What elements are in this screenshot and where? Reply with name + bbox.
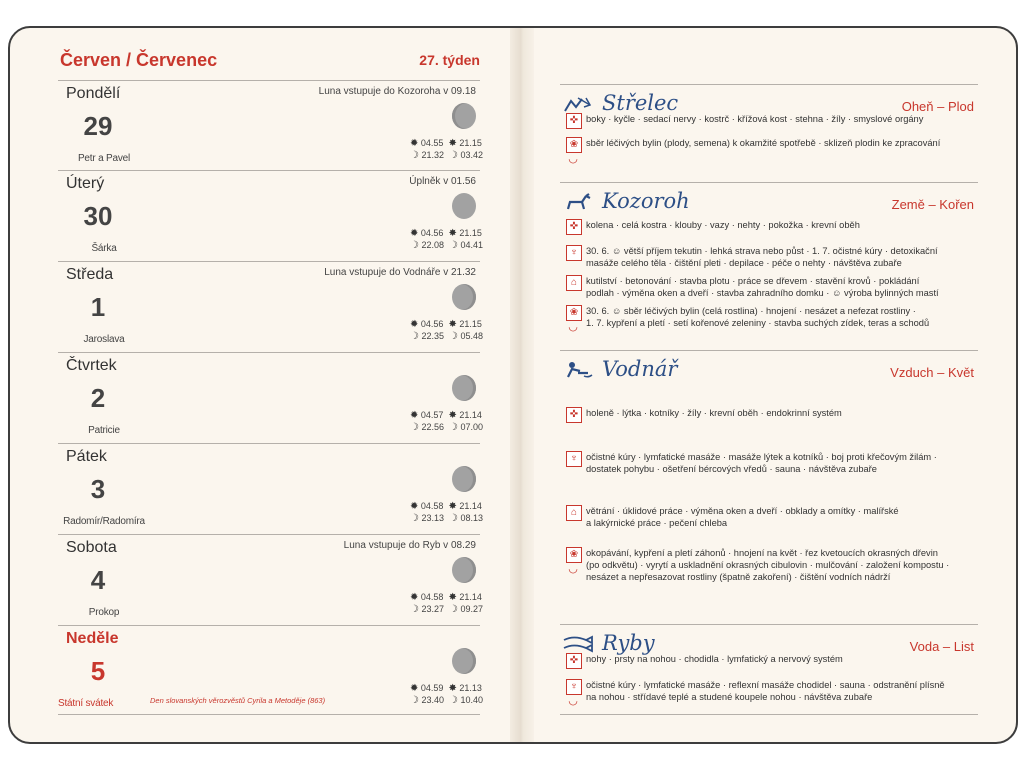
sunrise-time: 04.57: [420, 410, 444, 420]
moonrise-time: 21.32: [421, 150, 445, 160]
day-number: 3: [90, 474, 106, 504]
moon-times: [410, 604, 483, 615]
moonset-icon: ☽: [449, 513, 458, 524]
left-page: [10, 28, 510, 742]
sunset-time: 21.15: [459, 138, 482, 148]
sun-times: [410, 592, 482, 603]
moon-phase-icon: [452, 284, 476, 310]
body-icon: ✜: [566, 219, 582, 235]
moon-phase-icon: [452, 103, 476, 129]
sunrise-time: 04.55: [420, 138, 444, 148]
moonset-time: 05.48: [460, 331, 484, 341]
zodiac-element: Oheň – Plod: [901, 99, 974, 114]
sunset-icon: ✸: [448, 138, 457, 149]
sunrise-time: 04.58: [420, 592, 444, 602]
moon-times: [410, 150, 483, 161]
zodiac-name: Ryby: [602, 631, 655, 655]
page-header: [60, 50, 480, 74]
moonrise-time: 22.08: [421, 240, 445, 250]
moon-smile-icon: ◡: [568, 153, 578, 165]
divider: [560, 714, 978, 715]
planner-spread: [8, 26, 1018, 744]
sunrise-icon: ✹: [410, 228, 419, 239]
moon-smile-icon: ◡: [568, 321, 578, 333]
sunset-icon: ✸: [448, 683, 457, 694]
moon-times: [410, 331, 483, 342]
moonrise-time: 23.13: [421, 513, 445, 523]
row-line: očistné kúry · lymfatické masáže · masáže lýtek a kotníků · boj proti křečovým žilám ·: [586, 452, 937, 462]
sunset-time: 21.15: [459, 228, 482, 238]
sunrise-icon: ✹: [410, 410, 419, 421]
day-block: [58, 352, 484, 443]
month-title: Červen / Červenec: [60, 50, 218, 70]
moon-phase-icon: [452, 648, 476, 674]
moonset-time: 03.42: [460, 150, 484, 160]
day-number: 1: [90, 292, 106, 322]
sunset-time: 21.14: [459, 501, 482, 511]
sunset-icon: ✸: [448, 410, 457, 421]
moonset-time: 08.13: [460, 513, 484, 523]
moon-phase-icon: [452, 193, 476, 219]
day-block: [58, 625, 484, 716]
week-number: 27. týden: [419, 52, 480, 68]
zodiac-name: Vodnář: [602, 357, 678, 381]
health-icon: ♆: [566, 679, 582, 695]
name-day: Státní svátek: [58, 698, 114, 709]
moonset-time: 09.27: [460, 604, 484, 614]
health-icon: ♆: [566, 245, 582, 261]
moon-smile-icon: ◡: [568, 563, 578, 575]
day-block: [58, 534, 484, 625]
plant-icon: ❀: [566, 137, 582, 153]
name-day: Radomír/Radomíra: [63, 516, 145, 527]
house-icon: ⌂: [566, 275, 582, 291]
health-icon: ♆: [566, 451, 582, 467]
row-line: 30. 6. ☺ sběr léčivých bylin (celá rostlina) · hnojení · nesázet a nefezat rostliny ·: [586, 306, 916, 316]
zodiac-name: Kozoroh: [602, 189, 690, 213]
day-block: [58, 261, 484, 352]
name-day: Prokop: [88, 607, 120, 618]
sunset-time: 21.14: [459, 592, 482, 602]
sunrise-icon: ✹: [410, 138, 419, 149]
moon-phase-icon: [452, 466, 476, 492]
moonset-time: 10.40: [460, 695, 484, 705]
sunrise-time: 04.56: [420, 228, 444, 238]
zodiac-section: [560, 350, 978, 582]
sunrise-icon: ✹: [410, 501, 419, 512]
day-number: 2: [90, 383, 106, 413]
moonrise-icon: ☽: [410, 240, 419, 251]
plant-icon: ❀: [566, 547, 582, 563]
day-name: Sobota: [66, 539, 117, 556]
zodiac-section: [560, 84, 978, 165]
moon-phase-icon: [452, 557, 476, 583]
moonset-icon: ☽: [449, 695, 458, 706]
advice-text: [586, 113, 923, 125]
page-gutter: [510, 28, 534, 742]
row-line: nohy · prsty na nohou · chodidla · lymfatický a nervový systém: [586, 654, 843, 664]
sunset-icon: ✸: [448, 228, 457, 239]
moonrise-icon: ☽: [410, 150, 419, 161]
archer-icon: [562, 95, 594, 113]
goat-icon: [562, 193, 594, 211]
sunrise-time: 04.56: [420, 319, 444, 329]
name-day: Petr a Pavel: [77, 153, 131, 164]
right-page: [534, 28, 1016, 742]
moon-times: [410, 240, 483, 251]
day-number: 30: [83, 201, 113, 231]
sunrise-icon: ✹: [410, 319, 419, 330]
sunrise-icon: ✹: [410, 592, 419, 603]
advice-text: [586, 245, 938, 269]
zodiac-element: Voda – List: [909, 639, 974, 654]
moonrise-time: 22.35: [421, 331, 445, 341]
moon-note: Luna vstupuje do Ryb v 08.29: [343, 540, 476, 551]
moonset-icon: ☽: [449, 331, 458, 342]
moon-phase-icon: [452, 375, 476, 401]
row-line: holeně · lýtka · kotníky · žíly · krevní oběh · endokrinní systém: [586, 408, 842, 418]
row-line: podlah · výměna oken a dveří · stavba zahradního domku · ☺ výroba bylinných mastí: [586, 288, 939, 298]
holiday-note: Den slovanských věrozvěstů Cyrila a Metoděje (863): [150, 696, 326, 705]
advice-text: [586, 451, 937, 475]
body-icon: ✜: [566, 653, 582, 669]
row-line: 30. 6. ☺ větší příjem tekutin · lehká strava nebo půst · 1. 7. očistné kúry · detoxikační: [586, 246, 938, 256]
sun-times: [410, 410, 482, 421]
advice-text: [586, 305, 929, 329]
divider: [58, 714, 480, 715]
fish-icon: [562, 635, 594, 653]
moon-times: [410, 513, 483, 524]
moon-times: [410, 695, 483, 706]
advice-text: [586, 407, 842, 419]
day-block: [58, 443, 484, 534]
sun-times: [410, 138, 482, 149]
day-name: Pátek: [66, 448, 107, 465]
moon-times: [410, 422, 483, 433]
zodiac-element: Vzduch – Květ: [890, 365, 974, 380]
advice-text: [586, 137, 940, 149]
sun-times: [410, 501, 482, 512]
row-line: okopávání, kypření a pletí záhonů · hnojení na květ · řez kvetoucích okrasných dřevin: [586, 548, 938, 558]
row-line: očistné kúry · lymfatické masáže · reflexní masáže chodidel · sauna · odstranění plísně: [586, 680, 945, 690]
row-line: a lakýrnické práce · pečení chleba: [586, 518, 728, 528]
sunrise-time: 04.59: [420, 683, 444, 693]
sunrise-icon: ✹: [410, 683, 419, 694]
sunset-icon: ✸: [448, 501, 457, 512]
sunset-time: 21.15: [459, 319, 482, 329]
day-name: Čtvrtek: [66, 357, 117, 374]
moon-note: Luna vstupuje do Kozoroha v 09.18: [318, 86, 476, 97]
moonrise-icon: ☽: [410, 331, 419, 342]
sunrise-time: 04.58: [420, 501, 444, 511]
advice-text: [586, 275, 939, 299]
moonrise-time: 23.27: [421, 604, 445, 614]
advice-text: [586, 547, 949, 583]
day-name: Středa: [66, 266, 114, 283]
sunset-icon: ✸: [448, 319, 457, 330]
zodiac-element: Země – Kořen: [891, 197, 974, 212]
day-block: [58, 80, 484, 171]
sunset-time: 21.14: [459, 410, 482, 420]
moon-note: Úplněk v 01.56: [409, 176, 476, 187]
advice-text: [586, 653, 843, 665]
row-line: dostatek pohybu · ošetření bércových vředů · sauna · návštěva zubaře: [586, 464, 877, 474]
advice-text: [586, 219, 860, 231]
moonrise-time: 23.40: [421, 695, 445, 705]
body-icon: ✜: [566, 407, 582, 423]
water-bearer-icon: [562, 361, 594, 379]
zodiac-section: [560, 624, 978, 707]
row-line: větrání · úklidové práce · výměna oken a dveří · obklady a omítky · malířské: [586, 506, 899, 516]
row-line: sběr léčivých bylin (plody, semena) k okamžité spotřebě · sklizeň plodin ke zpracování: [586, 138, 941, 148]
moonrise-icon: ☽: [410, 604, 419, 615]
day-block: [58, 170, 484, 261]
house-icon: ⌂: [566, 505, 582, 521]
day-number: 4: [90, 565, 106, 595]
row-line: masáže celého těla · čištění pleti · depilace · péče o nehty · návštěva zubaře: [586, 258, 902, 268]
moonrise-icon: ☽: [410, 695, 419, 706]
row-line: boky · kyčle · sedací nervy · kostrč · křížová kost · stehna · žíly · smyslové orgány: [586, 114, 924, 124]
moonset-icon: ☽: [449, 604, 458, 615]
row-line: 1. 7. kypření a pletí · setí kořenové zeleniny · stavba suchých zídek, teras a schodů: [586, 318, 930, 328]
body-icon: ✜: [566, 113, 582, 129]
moonset-time: 07.00: [460, 422, 484, 432]
row-line: nesázet a nepřesazovat rostliny (špatně zakoření) · čištění vodních nádrží: [586, 572, 891, 582]
sun-times: [410, 683, 482, 694]
day-number: 29: [83, 111, 113, 141]
moonset-icon: ☽: [449, 150, 458, 161]
zodiac-name: Střelec: [602, 91, 679, 115]
day-name: Úterý: [66, 175, 105, 192]
row-line: na nohou · střídavé teplé a studené koupele nohou · návštěva zubaře: [586, 692, 873, 702]
sun-times: [410, 319, 482, 330]
row-line: kutilství · betonování · stavba plotu · práce se dřevem · stavění krovů · pokládání: [586, 276, 920, 286]
sun-times: [410, 228, 482, 239]
day-name: Neděle: [66, 630, 119, 647]
row-line: kolena · celá kostra · klouby · vazy · nehty · pokožka · krevní oběh: [586, 220, 860, 230]
moonrise-icon: ☽: [410, 422, 419, 433]
advice-text: [586, 679, 945, 703]
moonset-icon: ☽: [449, 422, 458, 433]
moonset-time: 04.41: [460, 240, 484, 250]
moonset-icon: ☽: [449, 240, 458, 251]
advice-text: [586, 505, 899, 529]
day-number: 5: [90, 656, 106, 686]
name-day: Patricie: [88, 425, 120, 436]
sunset-icon: ✸: [448, 592, 457, 603]
name-day: Šárka: [91, 243, 117, 254]
name-day: Jaroslava: [83, 334, 125, 345]
zodiac-section: [560, 182, 978, 333]
moonrise-icon: ☽: [410, 513, 419, 524]
moon-smile-icon: ◡: [568, 695, 578, 707]
row-line: (po odkvětu) · vyrytí a uskladnění okrasných cibulovin · mulčování · založení kompostu ·: [586, 560, 950, 570]
day-name: Pondělí: [66, 85, 121, 102]
plant-icon: ❀: [566, 305, 582, 321]
sunset-time: 21.13: [459, 683, 482, 693]
moonrise-time: 22.56: [421, 422, 445, 432]
moon-note: Luna vstupuje do Vodnáře v 21.32: [324, 267, 476, 278]
